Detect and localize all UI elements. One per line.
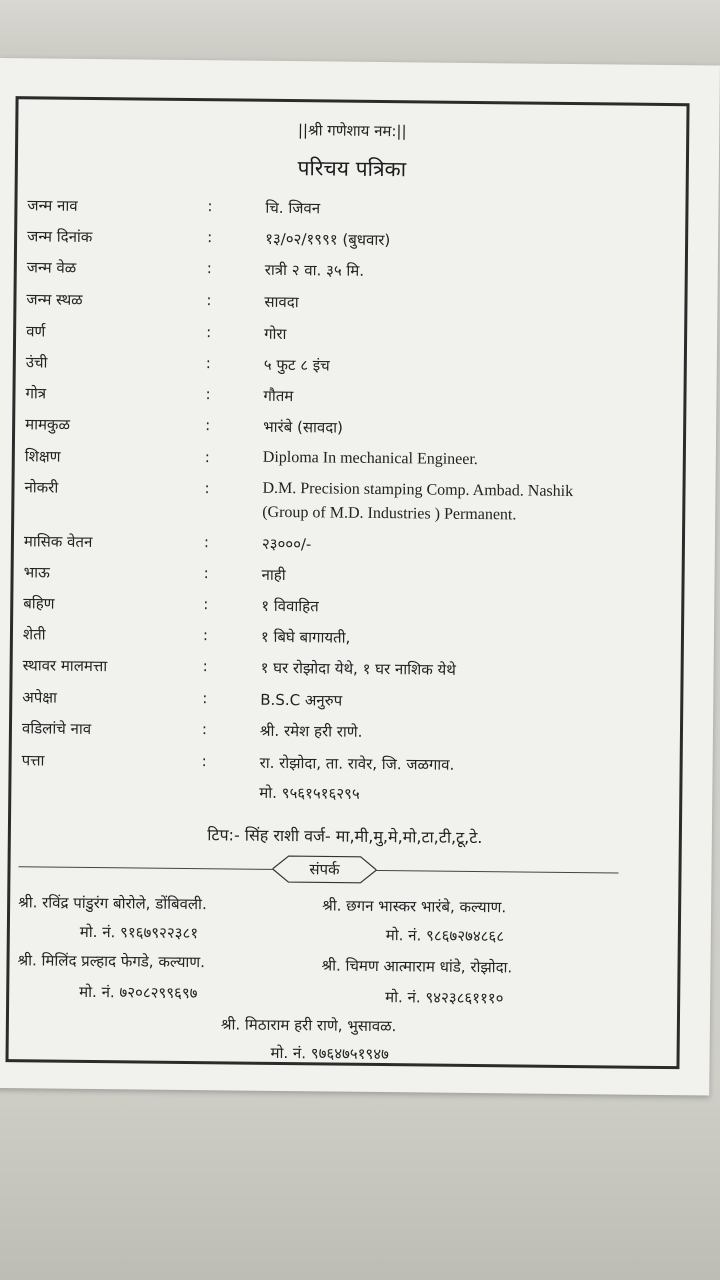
field-label: भाऊ bbox=[23, 563, 50, 582]
field-label: गोत्र bbox=[25, 384, 47, 403]
field-value: रा. रोझोदा, ता. रावेर, जि. जळगाव. bbox=[259, 753, 455, 774]
field-value: १ विवाहित bbox=[261, 596, 319, 616]
field-colon: : bbox=[202, 689, 208, 708]
contact-phone-3: मो. नं. ७२०८२९९६९७ bbox=[79, 982, 198, 1003]
field-colon: : bbox=[201, 720, 208, 739]
contact-phone-4: मो. नं. ९४२३८६१११० bbox=[385, 988, 504, 1008]
field-colon: : bbox=[206, 291, 212, 310]
field-value: सावदा bbox=[264, 292, 299, 312]
field-label: वडिलांचे नाव bbox=[21, 719, 92, 738]
biodata-sheet bbox=[0, 58, 720, 1095]
field-colon: : bbox=[206, 323, 212, 342]
contact-heading-tag bbox=[272, 854, 376, 885]
field-label: जन्म स्थळ bbox=[26, 290, 83, 309]
field-colon: : bbox=[204, 479, 210, 498]
field-value: D.M. Precision stamping Comp. Ambad. Nashik bbox=[262, 479, 574, 501]
field-value: २३०००/- bbox=[261, 534, 312, 554]
invocation-heading: ||श्री गणेशाय नम:|| bbox=[297, 121, 407, 141]
field-job bbox=[24, 477, 675, 536]
field-value: १३/०२/१९९१ (बुधवार) bbox=[265, 229, 391, 250]
field-label: जन्म वेळ bbox=[26, 258, 77, 277]
field-address bbox=[21, 750, 672, 817]
field-colon: : bbox=[203, 564, 209, 583]
divider-left bbox=[19, 866, 273, 870]
field-maternal-family bbox=[25, 414, 675, 451]
contact-name-5: श्री. मिठाराम हरी राणे, भुसावळ. bbox=[220, 1015, 397, 1036]
divider-right bbox=[377, 870, 619, 874]
contact-name-1: श्री. रविंद्र पांडुरंग बोरोले, डोंबिवली. bbox=[18, 893, 207, 914]
field-colon: : bbox=[201, 752, 207, 771]
field-birth-time bbox=[27, 257, 677, 294]
document-border bbox=[5, 96, 689, 1069]
field-label: जन्म दिनांक bbox=[27, 227, 93, 246]
contact-heading: संपर्क bbox=[309, 860, 340, 879]
field-colon: : bbox=[205, 385, 211, 404]
field-value: B.S.C अनुरुप bbox=[260, 690, 343, 710]
field-value: ५ फुट ८ इंच bbox=[263, 355, 330, 375]
horoscope-note: टिप:- सिंह राशी वर्ज- मा,मी,मु,मे,मो,टा,टी,टू,टे. bbox=[207, 825, 483, 848]
field-value-line-2: मो. ९५६१५१६२९५ bbox=[259, 783, 360, 803]
field-colon: : bbox=[202, 657, 208, 676]
field-label: पत्ता bbox=[21, 751, 45, 770]
field-value: १ घर रोझोदा येथे, १ घर नाशिक येथे bbox=[260, 658, 456, 679]
field-colon: : bbox=[206, 259, 212, 278]
field-colon: : bbox=[203, 533, 210, 552]
field-value: गौतम bbox=[263, 386, 294, 406]
field-label: मामकुळ bbox=[25, 415, 71, 434]
field-colon: : bbox=[207, 228, 213, 247]
field-label: उंची bbox=[25, 353, 48, 372]
field-label: नोकरी bbox=[24, 478, 59, 497]
field-value: १ बिघे बागायती, bbox=[260, 627, 351, 647]
background-surface-bottom bbox=[0, 1080, 720, 1280]
field-colon: : bbox=[203, 595, 209, 614]
contact-phone-5: मो. नं. ९७६४७५१९४७ bbox=[270, 1043, 389, 1064]
field-colon: : bbox=[202, 626, 209, 645]
field-label: वर्ण bbox=[26, 322, 46, 341]
document-title: परिचय पत्रिका bbox=[297, 156, 407, 182]
field-colon: : bbox=[207, 197, 213, 216]
contact-name-2: श्री. छगन भास्कर भारंबे, कल्याण. bbox=[322, 896, 507, 917]
field-label: जन्म नाव bbox=[27, 196, 78, 215]
field-value: गोरा bbox=[264, 324, 287, 344]
field-label: शेती bbox=[22, 625, 46, 644]
field-colon: : bbox=[205, 416, 211, 435]
field-property bbox=[22, 655, 672, 692]
field-value: भारंबे (सावदा) bbox=[263, 417, 344, 437]
field-value: नाही bbox=[261, 565, 286, 585]
contact-name-3: श्री. मिलिंद प्रल्हाद फेगडे, कल्याण. bbox=[17, 951, 206, 972]
field-colon: : bbox=[204, 448, 210, 467]
field-label: मासिक वेतन bbox=[23, 532, 93, 551]
field-label: बहिण bbox=[23, 594, 55, 613]
field-value: Diploma In mechanical Engineer. bbox=[262, 448, 478, 469]
field-label: शिक्षण bbox=[24, 447, 61, 466]
field-label: अपेक्षा bbox=[22, 688, 58, 707]
contact-phone-2: मो. नं. ९८६७२७४८६८ bbox=[385, 926, 505, 946]
field-father-name bbox=[22, 718, 672, 755]
field-value: चि. जिवन bbox=[265, 198, 321, 218]
contact-name-4: श्री. चिमण आत्माराम धांडे, रोझोदा. bbox=[321, 956, 513, 977]
field-value: रात्री २ वा. ३५ मि. bbox=[264, 260, 365, 280]
contact-phone-1: मो. नं. ९१६७९२२३८१ bbox=[79, 922, 199, 943]
field-colon: : bbox=[205, 354, 211, 373]
field-label: स्थावर मालमत्ता bbox=[22, 656, 108, 676]
field-birth-place bbox=[26, 289, 676, 326]
field-value-line-2: (Group of M.D. Industries ) Permanent. bbox=[262, 503, 517, 524]
field-value: श्री. रमेश हरी राणे. bbox=[259, 721, 363, 741]
